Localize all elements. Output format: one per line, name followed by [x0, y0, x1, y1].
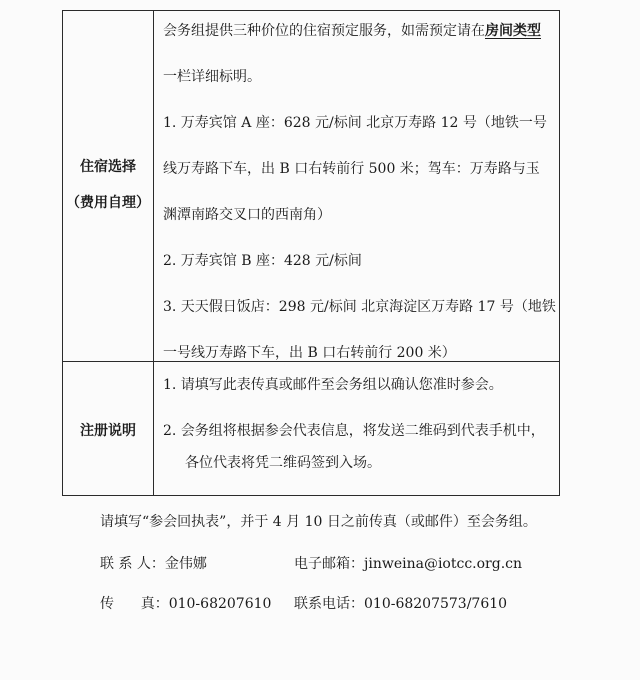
option2-line1: 2. 万寿宾馆 B 座：428 元/标间	[163, 253, 362, 269]
option3-line2: 一号线万寿路下车，出 B 口右转前行 200 米）	[163, 345, 456, 361]
lodging-intro-line2: 一栏详细标明。	[163, 69, 261, 85]
registration-content	[163, 375, 551, 473]
registration-item1: 1. 请填写此表传真或邮件至会务组以确认您准时参会。	[163, 377, 503, 393]
lodging-label	[63, 149, 153, 221]
lodging-intro-text: 会务组提供三种价位的住宿预定服务，如需预定请在	[163, 23, 485, 39]
submission-note: 请填写“参会回执表”，并于 4 月 10 日之前传真（或邮件）至会务组。	[100, 514, 537, 530]
column-divider	[153, 11, 154, 495]
contact-phone-label: 联系电话：	[294, 596, 364, 612]
lodging-intro-line1	[163, 21, 551, 41]
contact-email-label: 电子邮箱：	[294, 556, 364, 572]
contact-email-value[interactable]: jinweina@iotcc.org.cn	[364, 556, 522, 572]
registration-form-table	[62, 10, 560, 496]
lodging-content	[163, 21, 556, 363]
contact-phone	[294, 594, 507, 614]
contact-email	[294, 554, 522, 574]
option3-line1: 3. 天天假日饭店：298 元/标间 北京海淀区万寿路 17 号（地铁	[163, 299, 556, 315]
contact-phone-value: 010-68207573/7610	[364, 596, 508, 612]
contact-person-value: 金伟娜	[164, 556, 207, 572]
contact-fax	[100, 594, 271, 614]
option1-line1: 1. 万寿宾馆 A 座：628 元/标间 北京万寿路 12 号（地铁一号	[163, 115, 547, 131]
option1-line3: 渊潭南路交叉口的西南角）	[163, 207, 331, 223]
contact-person	[100, 554, 207, 574]
lodging-label-title: 住宿选择	[80, 159, 136, 175]
option1-line2: 线万寿路下车，出 B 口右转前行 500 米；驾车：万寿路与玉	[163, 161, 540, 177]
registration-label: 注册说明	[80, 423, 136, 439]
contact-fax-value: 010-68207610	[168, 596, 272, 612]
registration-item2-line1: 2. 会务组将根据参会代表信息，将发送二维码到代表手机中，	[163, 423, 545, 439]
room-type-keyword: 房间类型	[485, 23, 541, 39]
contact-fax-label: 传 真：	[100, 596, 169, 612]
contact-person-label: 联 系 人：	[100, 556, 165, 572]
lodging-label-note: （费用自理）	[66, 195, 150, 211]
registration-item2-line2: 各位代表将凭二维码签到入场。	[185, 455, 381, 471]
